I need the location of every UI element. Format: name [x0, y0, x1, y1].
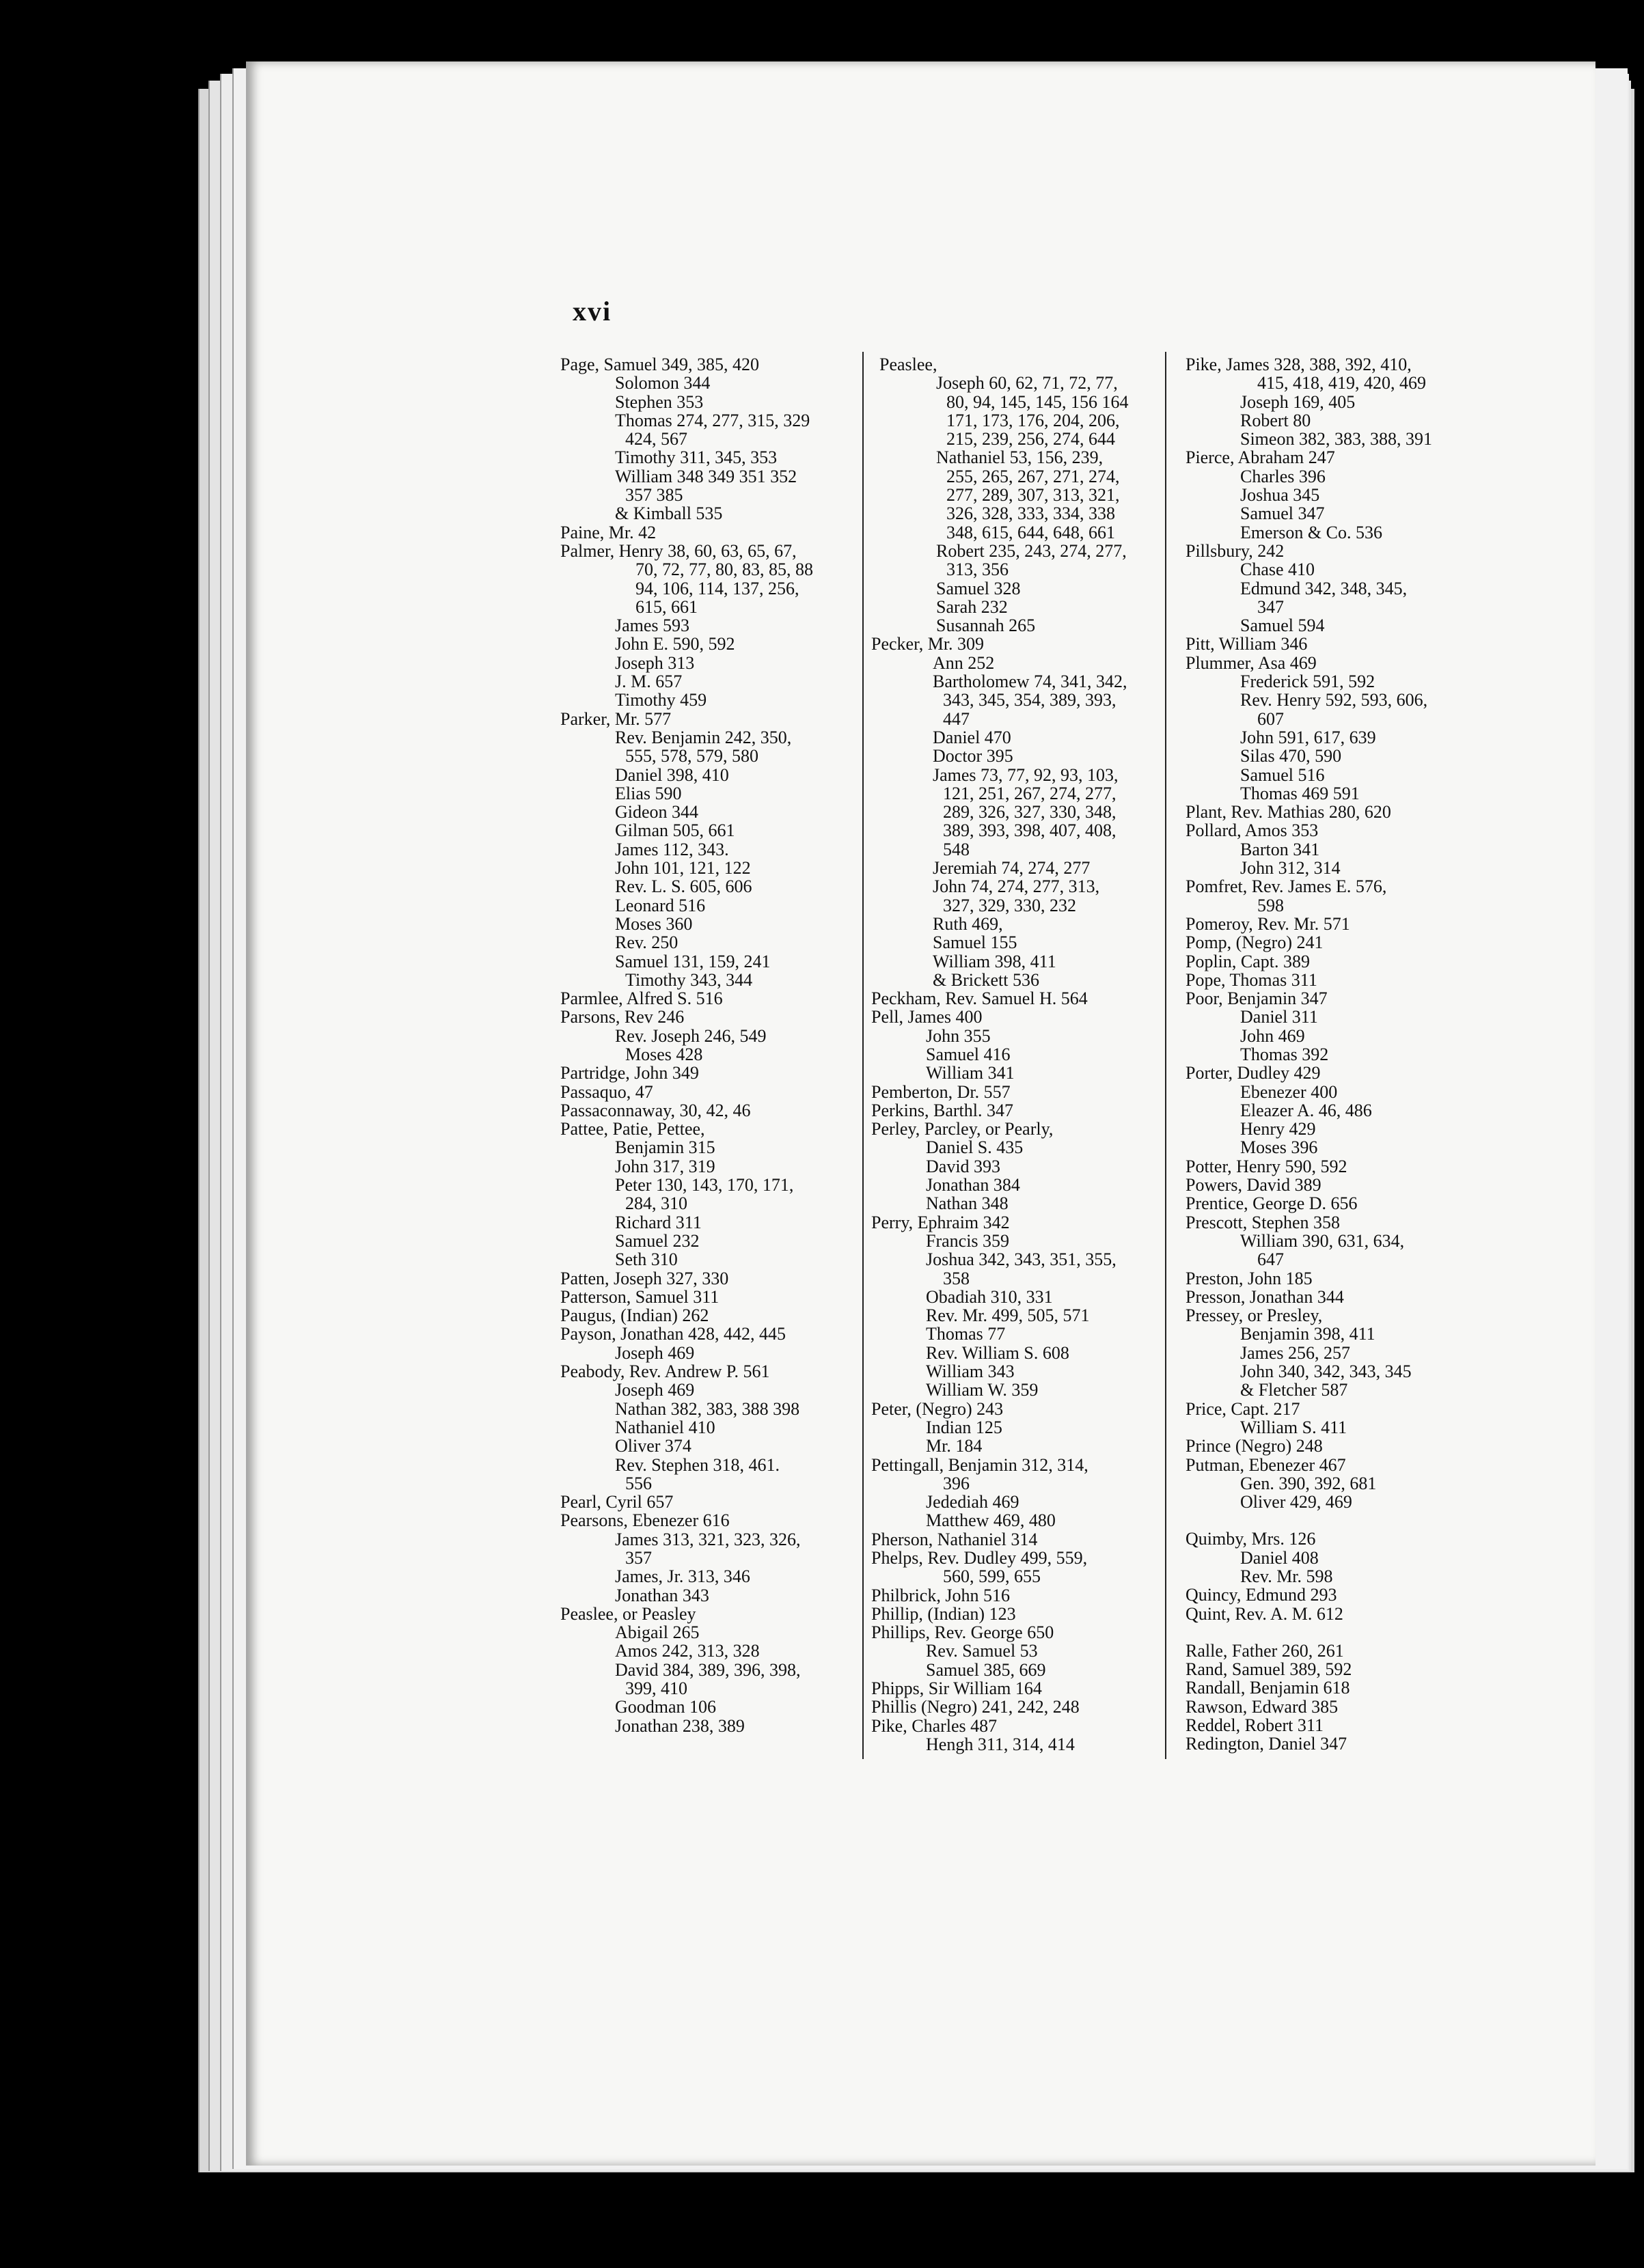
- index-subentry: Matthew 469, 480: [926, 1510, 1056, 1531]
- index-entry: Pressey, or Presley,: [1186, 1305, 1323, 1326]
- index-subentry: Emerson & Co. 536: [1240, 522, 1382, 542]
- index-subentry: J. M. 657: [615, 672, 683, 692]
- index-entry: Passaquo, 47: [560, 1081, 653, 1102]
- index-entry: Quincy, Edmund 293: [1186, 1585, 1337, 1605]
- index-subentry: Moses 396: [1240, 1137, 1318, 1158]
- index-subentry: 424, 567: [625, 429, 687, 450]
- index-subentry: Rev. Benjamin 242, 350,: [615, 727, 792, 747]
- index-subentry: Rev. Mr. 598: [1240, 1566, 1333, 1586]
- index-entry: Quint, Rev. A. M. 612: [1186, 1603, 1343, 1624]
- index-subentry: 598: [1257, 895, 1284, 915]
- index-subentry: Barton 341: [1240, 839, 1320, 859]
- index-subentry: James, Jr. 313, 346: [615, 1566, 750, 1587]
- index-entry: Porter, Dudley 429: [1186, 1063, 1321, 1083]
- index-subentry: Samuel 232: [615, 1230, 700, 1251]
- index-entry: Peckham, Rev. Samuel H. 564: [871, 988, 1088, 1009]
- index-entry: Presson, Jonathan 344: [1186, 1286, 1344, 1307]
- index-subentry: Gen. 390, 392, 681: [1240, 1473, 1377, 1493]
- index-entry: Poor, Benjamin 347: [1186, 988, 1328, 1009]
- index-subentry: 80, 94, 145, 145, 156 164: [946, 391, 1129, 412]
- index-subentry: 327, 329, 330, 232: [943, 895, 1076, 915]
- index-subentry: 415, 418, 419, 420, 469: [1257, 373, 1426, 393]
- index-subentry: 357 385: [625, 485, 683, 506]
- index-subentry: William 348 349 351 352: [615, 466, 797, 486]
- index-entry: Phillip, (Indian) 123: [871, 1603, 1016, 1624]
- index-subentry: Edmund 342, 348, 345,: [1240, 578, 1408, 598]
- index-subentry: Susannah 265: [936, 616, 1036, 636]
- index-subentry: John 101, 121, 122: [615, 858, 751, 879]
- index-subentry: Rev. Mr. 499, 505, 571: [926, 1305, 1090, 1326]
- index-subentry: Jeremiah 74, 274, 277: [933, 858, 1091, 879]
- index-subentry: 396: [943, 1473, 970, 1493]
- index-entry: Plummer, Asa 469: [1186, 652, 1317, 673]
- index-subentry: Ruth 469,: [933, 913, 1003, 934]
- index-column-3: [1186, 355, 1472, 1754]
- index-subentry: Oliver 374: [615, 1436, 691, 1456]
- index-entry: Prince (Negro) 248: [1186, 1436, 1323, 1456]
- index-subentry: James 593: [615, 616, 690, 636]
- index-subentry: 277, 289, 307, 313, 321,: [946, 485, 1120, 506]
- index-subentry: Benjamin 315: [615, 1137, 715, 1158]
- index-subentry: Solomon 344: [615, 373, 711, 393]
- index-subentry: 548: [943, 839, 970, 859]
- index-subentry: 70, 72, 77, 80, 83, 85, 88: [635, 559, 813, 580]
- index-entry: Pearl, Cyril 657: [560, 1492, 674, 1512]
- index-subentry: Elias 590: [615, 783, 682, 803]
- index-entry: Pattee, Patie, Pettee,: [560, 1119, 705, 1139]
- index-subentry: Francis 359: [926, 1230, 1010, 1251]
- index-entry: Powers, David 389: [1186, 1175, 1321, 1195]
- column-divider: [1165, 352, 1166, 1759]
- index-subentry: Daniel 470: [933, 727, 1011, 747]
- index-subentry: James 313, 321, 323, 326,: [615, 1529, 801, 1549]
- index-subentry: Nathaniel 410: [615, 1417, 715, 1437]
- index-entry: Redington, Daniel 347: [1186, 1734, 1347, 1754]
- index-subentry: Abigail 265: [615, 1622, 700, 1643]
- index-subentry: Thomas 77: [926, 1324, 1006, 1344]
- index-subentry: Thomas 469 591: [1240, 783, 1360, 803]
- index-subentry: Nathan 348: [926, 1193, 1009, 1214]
- index-subentry: & Kimball 535: [615, 503, 723, 524]
- index-subentry: 121, 251, 267, 274, 277,: [943, 783, 1116, 803]
- index-entry: Paine, Mr. 42: [560, 522, 657, 542]
- index-subentry: Samuel 347: [1240, 503, 1325, 524]
- index-entry: Prentice, George D. 656: [1186, 1193, 1358, 1214]
- index-subentry: Joseph 313: [615, 652, 695, 673]
- index-subentry: Joseph 469: [615, 1380, 695, 1400]
- index-subentry: Daniel 311: [1240, 1007, 1318, 1027]
- index-subentry: 389, 393, 398, 407, 408,: [943, 820, 1116, 841]
- index-subentry: 647: [1257, 1249, 1284, 1270]
- index-subentry: Leonard 516: [615, 895, 706, 915]
- index-subentry: Sarah 232: [936, 596, 1008, 617]
- index-subentry: Peter 130, 143, 170, 171,: [615, 1175, 794, 1195]
- index-subentry: 607: [1257, 708, 1284, 729]
- index-subentry: Mr. 184: [926, 1436, 983, 1456]
- index-subentry: Samuel 155: [933, 932, 1017, 953]
- index-entry: Poplin, Capt. 389: [1186, 951, 1311, 971]
- index-subentry: Silas 470, 590: [1240, 746, 1342, 766]
- index-entry: [1186, 1623, 1472, 1642]
- index-subentry: Nathan 382, 383, 388 398: [615, 1398, 800, 1419]
- index-subentry: 289, 326, 327, 330, 348,: [943, 802, 1116, 822]
- index-entry: Phelps, Rev. Dudley 499, 559,: [871, 1548, 1088, 1568]
- index-subentry: Rev. L. S. 605, 606: [615, 876, 752, 897]
- index-entry: Plant, Rev. Mathias 280, 620: [1186, 802, 1391, 822]
- index-entry: Pomeroy, Rev. Mr. 571: [1186, 913, 1350, 934]
- index-subentry: Jonathan 343: [615, 1585, 709, 1605]
- index-entry: Phipps, Sir William 164: [871, 1678, 1042, 1699]
- index-entry: Pope, Thomas 311: [1186, 969, 1317, 990]
- index-entry: Phillis (Negro) 241, 242, 248: [871, 1697, 1080, 1717]
- index-subentry: Samuel 131, 159, 241: [615, 951, 771, 971]
- index-subentry: James 112, 343.: [615, 839, 729, 859]
- index-entry: Pearsons, Ebenezer 616: [560, 1510, 730, 1531]
- index-entry: Philbrick, John 516: [871, 1585, 1010, 1605]
- index-subentry: William 343: [926, 1361, 1015, 1382]
- index-subentry: Robert 235, 243, 274, 277,: [936, 540, 1127, 561]
- index-subentry: 615, 661: [635, 596, 698, 617]
- index-subentry: Rev. 250: [615, 932, 679, 953]
- index-entry: Potter, Henry 590, 592: [1186, 1156, 1347, 1176]
- index-entry: Payson, Jonathan 428, 442, 445: [560, 1324, 786, 1344]
- index-subentry: 347: [1257, 596, 1284, 617]
- index-subentry: Joseph 169, 405: [1240, 391, 1356, 412]
- index-subentry: Rev. Joseph 246, 549: [615, 1025, 767, 1046]
- index-entry: Price, Capt. 217: [1186, 1398, 1300, 1419]
- index-subentry: Henry 429: [1240, 1119, 1316, 1139]
- index-subentry: Rev. William S. 608: [926, 1342, 1069, 1363]
- index-subentry: Rev. Stephen 318, 461.: [615, 1454, 780, 1475]
- page-number: xvi: [573, 296, 612, 327]
- index-entry: Phillips, Rev. George 650: [871, 1622, 1054, 1643]
- index-subentry: Seth 310: [615, 1249, 678, 1270]
- index-subentry: William 398, 411: [933, 951, 1056, 971]
- index-subentry: Simeon 382, 383, 388, 391: [1240, 429, 1432, 450]
- index-subentry: Bartholomew 74, 341, 342,: [933, 672, 1127, 692]
- index-subentry: Joseph 60, 62, 71, 72, 77,: [936, 373, 1118, 393]
- index-subentry: 215, 239, 256, 274, 644: [946, 429, 1115, 450]
- index-subentry: Gideon 344: [615, 802, 699, 822]
- index-subentry: John 312, 314: [1240, 858, 1341, 879]
- index-entry: Parmlee, Alfred S. 516: [560, 988, 723, 1009]
- index-entry: Pomfret, Rev. James E. 576,: [1186, 876, 1387, 897]
- index-subentry: 94, 106, 114, 137, 256,: [635, 578, 799, 598]
- index-entry: Pomp, (Negro) 241: [1186, 932, 1324, 953]
- index-subentry: Oliver 429, 469: [1240, 1492, 1352, 1512]
- index-subentry: Amos 242, 313, 328: [615, 1641, 760, 1661]
- index-subentry: 171, 173, 176, 204, 206,: [946, 410, 1120, 430]
- index-subentry: Daniel 408: [1240, 1547, 1319, 1568]
- index-entry: Passaconnaway, 30, 42, 46: [560, 1100, 751, 1120]
- index-entry: Prescott, Stephen 358: [1186, 1212, 1341, 1232]
- index-entry: Peabody, Rev. Andrew P. 561: [560, 1361, 770, 1382]
- index-subentry: Joshua 342, 343, 351, 355,: [926, 1249, 1116, 1270]
- index-subentry: Timothy 459: [615, 690, 707, 710]
- index-subentry: 313, 356: [946, 559, 1009, 580]
- index-entry: Pollard, Amos 353: [1186, 820, 1319, 841]
- index-subentry: David 393: [926, 1156, 1001, 1176]
- index-subentry: & Fletcher 587: [1240, 1380, 1348, 1400]
- index-subentry: Samuel 594: [1240, 616, 1325, 636]
- index-entry: Randall, Benjamin 618: [1186, 1678, 1350, 1698]
- index-subentry: John 74, 274, 277, 313,: [933, 876, 1100, 897]
- index-entry: Rand, Samuel 389, 592: [1186, 1659, 1352, 1680]
- index-subentry: Samuel 385, 669: [926, 1659, 1046, 1680]
- index-entry: Ralle, Father 260, 261: [1186, 1640, 1344, 1661]
- index-subentry: Nathaniel 53, 156, 239,: [936, 447, 1104, 468]
- index-subentry: Benjamin 398, 411: [1240, 1324, 1375, 1344]
- index-entry: Quimby, Mrs. 126: [1186, 1529, 1316, 1549]
- index-subentry: John 355: [926, 1025, 991, 1046]
- index-subentry: 358: [943, 1268, 970, 1288]
- index-entry: Perkins, Barthl. 347: [871, 1100, 1013, 1120]
- index-subentry: 284, 310: [625, 1193, 687, 1214]
- index-subentry: 447: [943, 708, 970, 729]
- index-subentry: Gilman 505, 661: [615, 820, 735, 841]
- index-subentry: Timothy 343, 344: [625, 969, 753, 990]
- index-subentry: Chase 410: [1240, 559, 1315, 580]
- index-entry: Patterson, Samuel 311: [560, 1286, 720, 1307]
- index-subentry: Ebenezer 400: [1240, 1081, 1338, 1102]
- index-subentry: 343, 345, 354, 389, 393,: [943, 690, 1116, 710]
- index-subentry: William 341: [926, 1063, 1015, 1083]
- index-subentry: Samuel 516: [1240, 764, 1325, 785]
- index-subentry: 399, 410: [625, 1678, 687, 1699]
- index-subentry: 255, 265, 267, 271, 274,: [946, 466, 1120, 486]
- index-entry: Page, Samuel 349, 385, 420: [560, 355, 760, 374]
- index-subentry: 555, 578, 579, 580: [625, 746, 758, 766]
- index-subentry: Hengh 311, 314, 414: [926, 1734, 1075, 1754]
- index-entry: Pierce, Abraham 247: [1186, 447, 1335, 468]
- index-entry: Pettingall, Benjamin 312, 314,: [871, 1454, 1088, 1475]
- index-entry: [1186, 1511, 1472, 1530]
- index-subentry: Moses 360: [615, 913, 693, 934]
- index-subentry: Daniel 398, 410: [615, 764, 729, 785]
- index-subentry: John 317, 319: [615, 1156, 715, 1176]
- index-subentry: 357: [625, 1548, 652, 1568]
- index-subentry: Indian 125: [926, 1417, 1002, 1437]
- index-entry: Peaslee, or Peasley: [560, 1603, 696, 1624]
- index-entry: Parker, Mr. 577: [560, 708, 672, 729]
- index-entry: Patten, Joseph 327, 330: [560, 1268, 729, 1288]
- index-entry: Preston, John 185: [1186, 1268, 1313, 1288]
- index-subentry: Ann 252: [933, 652, 995, 673]
- index-subentry: 326, 328, 333, 334, 338: [946, 503, 1115, 524]
- index-subentry: Jedediah 469: [926, 1492, 1019, 1512]
- index-subentry: Thomas 392: [1240, 1044, 1329, 1064]
- index-subentry: Eleazer A. 46, 486: [1240, 1100, 1372, 1120]
- index-subentry: Timothy 311, 345, 353: [615, 447, 778, 468]
- index-entry: Pike, James 328, 388, 392, 410,: [1186, 355, 1412, 374]
- index-subentry: Daniel S. 435: [926, 1137, 1024, 1158]
- index-subentry: Jonathan 238, 389: [615, 1715, 745, 1736]
- index-subentry: Doctor 395: [933, 746, 1013, 766]
- index-subentry: Samuel 416: [926, 1044, 1011, 1064]
- index-entry: Pecker, Mr. 309: [871, 634, 985, 654]
- index-entry: Palmer, Henry 38, 60, 63, 65, 67,: [560, 540, 797, 561]
- index-subentry: & Brickett 536: [933, 969, 1039, 990]
- index-entry: Perry, Ephraim 342: [871, 1212, 1010, 1232]
- index-entry: Pemberton, Dr. 557: [871, 1081, 1011, 1102]
- index-entry: Pherson, Nathaniel 314: [871, 1529, 1038, 1549]
- index-entry: Reddel, Robert 311: [1186, 1715, 1324, 1736]
- index-entry: Perley, Parcley, or Pearly,: [871, 1119, 1054, 1139]
- index-subentry: Thomas 274, 277, 315, 329: [615, 410, 810, 430]
- index-subentry: John 591, 617, 639: [1240, 727, 1376, 747]
- index-subentry: John E. 590, 592: [615, 634, 735, 654]
- index-entry: Pillsbury, 242: [1186, 540, 1285, 561]
- index-entry: Paugus, (Indian) 262: [560, 1305, 709, 1326]
- index-column-2: [871, 355, 1158, 1754]
- index-subentry: Joshua 345: [1240, 485, 1320, 506]
- index-subentry: Richard 311: [615, 1212, 702, 1232]
- index-subentry: David 384, 389, 396, 398,: [615, 1659, 801, 1680]
- index-entry: Pitt, William 346: [1186, 634, 1308, 654]
- index-subentry: James 256, 257: [1240, 1342, 1351, 1363]
- index-subentry: Peaslee,: [879, 355, 937, 374]
- index-subentry: Joseph 469: [615, 1342, 695, 1363]
- index-subentry: Obadiah 310, 331: [926, 1286, 1053, 1307]
- index-subentry: John 340, 342, 343, 345: [1240, 1361, 1412, 1382]
- column-divider: [862, 352, 864, 1759]
- index-subentry: 348, 615, 644, 648, 661: [946, 522, 1115, 542]
- index-subentry: Robert 80: [1240, 410, 1311, 430]
- index-subentry: 560, 599, 655: [943, 1566, 1041, 1587]
- index-subentry: William W. 359: [926, 1380, 1039, 1400]
- index-subentry: Stephen 353: [615, 391, 704, 412]
- index-entry: Peter, (Negro) 243: [871, 1398, 1004, 1419]
- index-subentry: Rev. Samuel 53: [926, 1641, 1038, 1661]
- index-subentry: William 390, 631, 634,: [1240, 1230, 1405, 1251]
- index-subentry: Charles 396: [1240, 466, 1326, 486]
- index-subentry: Samuel 328: [936, 578, 1021, 598]
- index-entry: Pell, James 400: [871, 1007, 983, 1027]
- index-entry: Putman, Ebenezer 467: [1186, 1454, 1346, 1475]
- index-subentry: James 73, 77, 92, 93, 103,: [933, 764, 1119, 785]
- index-entry: Partridge, John 349: [560, 1063, 699, 1083]
- index-subentry: Rev. Henry 592, 593, 606,: [1240, 690, 1428, 710]
- index-subentry: 556: [625, 1473, 652, 1493]
- index-entry: Parsons, Rev 246: [560, 1007, 685, 1027]
- index-subentry: Jonathan 384: [926, 1175, 1020, 1195]
- index-entry: Pike, Charles 487: [871, 1715, 998, 1736]
- index-subentry: William S. 411: [1240, 1417, 1347, 1437]
- index-column-1: [560, 355, 847, 1735]
- index-subentry: John 469: [1240, 1025, 1305, 1046]
- index-subentry: Moses 428: [625, 1044, 703, 1064]
- index-subentry: Goodman 106: [615, 1697, 717, 1717]
- index-entry: Rawson, Edward 385: [1186, 1696, 1339, 1717]
- index-subentry: Frederick 591, 592: [1240, 672, 1375, 692]
